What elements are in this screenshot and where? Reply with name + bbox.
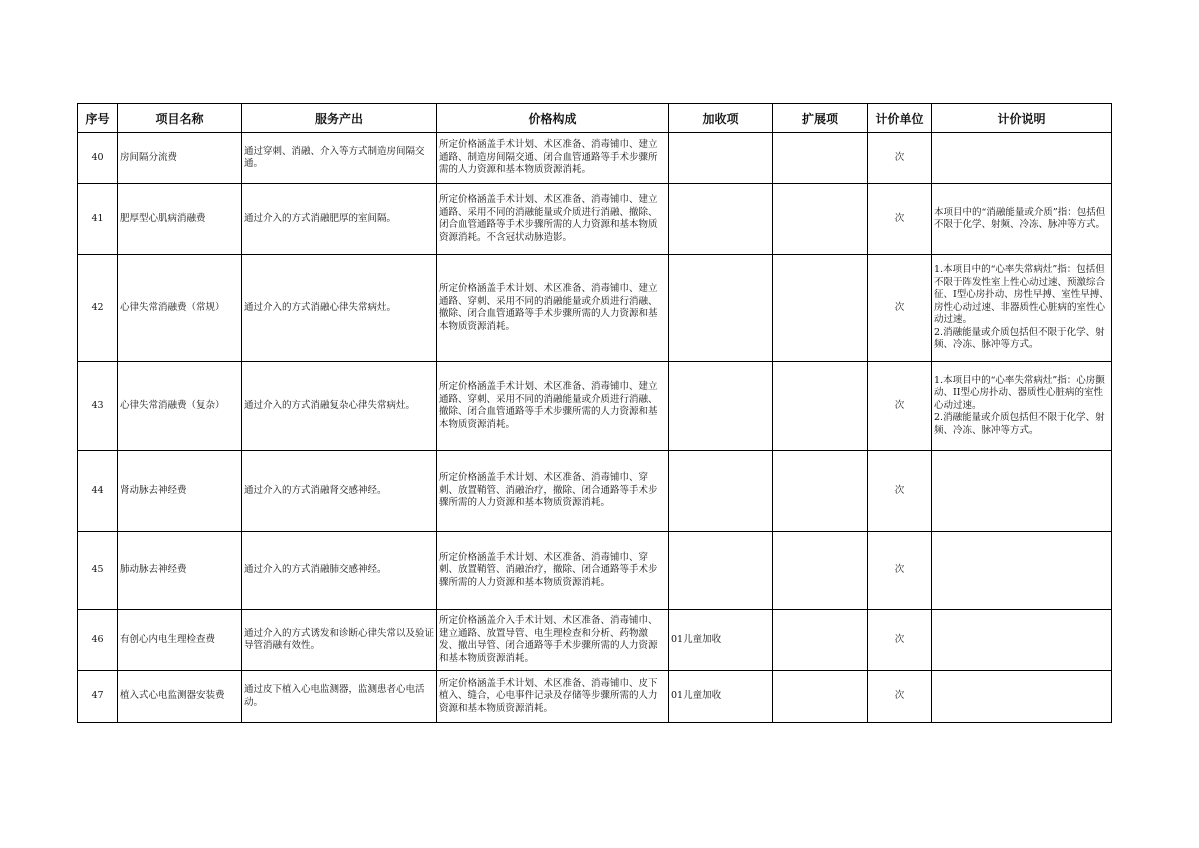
cell-output: 通过介入的方式消融肾交感神经。 [242, 451, 437, 532]
cell-note [932, 610, 1112, 671]
cell-output: 通过介入的方式消融肺交感神经。 [242, 532, 437, 610]
table-row [78, 671, 1112, 723]
cell-surcharge [669, 362, 773, 451]
cell-name: 肾动脉去神经费 [118, 451, 242, 532]
cell-name: 心律失常消融费（常规） [118, 255, 242, 362]
cell-output: 通过穿刺、消融、介入等方式制造房间隔交通。 [242, 133, 437, 184]
table-row [78, 184, 1112, 255]
cell-composition: 所定价格涵盖手术计划、术区准备、消毒铺巾、皮下植入、缝合，心电事件记录及存储等步骤所需的人力资源和基本物质资源消耗。 [437, 671, 669, 723]
table-row [78, 451, 1112, 532]
table-row [78, 255, 1112, 362]
cell-seq: 44 [78, 451, 118, 532]
cell-surcharge [669, 532, 773, 610]
header-extension: 扩展项 [773, 104, 868, 133]
header-note: 计价说明 [932, 104, 1112, 133]
cell-seq: 41 [78, 184, 118, 255]
cell-extension [773, 610, 868, 671]
cell-name: 心律失常消融费（复杂） [118, 362, 242, 451]
table-row [78, 532, 1112, 610]
table-row [78, 362, 1112, 451]
cell-unit: 次 [868, 362, 932, 451]
cell-note: 1.本项目中的“心率失常病灶”指：心房颤动、II型心房扑动、器质性心脏病的室性心动过速。 2.消融能量或介质包括但不限于化学、射频、冷冻、脉冲等方式。 [932, 362, 1112, 451]
cell-unit: 次 [868, 184, 932, 255]
cell-output: 通过介入的方式消融复杂心律失常病灶。 [242, 362, 437, 451]
cell-composition: 所定价格涵盖手术计划、术区准备、消毒铺巾、穿刺、放置鞘管、消融治疗，撤除、闭合通路等手术步骤所需的人力资源和基本物质资源消耗。 [437, 451, 669, 532]
cell-unit: 次 [868, 532, 932, 610]
cell-seq: 47 [78, 671, 118, 723]
cell-note [932, 133, 1112, 184]
cell-note [932, 671, 1112, 723]
cell-output: 通过介入的方式消融心律失常病灶。 [242, 255, 437, 362]
cell-extension [773, 133, 868, 184]
cell-unit: 次 [868, 610, 932, 671]
cell-surcharge: 01儿童加收 [669, 671, 773, 723]
cell-output: 通过皮下植入心电监测器，监测患者心电活动。 [242, 671, 437, 723]
cell-note [932, 532, 1112, 610]
cell-name: 植入式心电监测器安装费 [118, 671, 242, 723]
header-surcharge: 加收项 [669, 104, 773, 133]
cell-extension [773, 451, 868, 532]
cell-name: 房间隔分流费 [118, 133, 242, 184]
cell-note [932, 451, 1112, 532]
header-name: 项目名称 [118, 104, 242, 133]
cell-composition: 所定价格涵盖手术计划、术区准备、消毒铺巾、建立通路、穿刺、采用不同的消融能量或介质进行消融、撤除、闭合血管通路等手术步骤所需的人力资源和基本物质资源消耗。 [437, 362, 669, 451]
cell-extension [773, 184, 868, 255]
cell-unit: 次 [868, 451, 932, 532]
cell-seq: 43 [78, 362, 118, 451]
cell-output: 通过介入的方式诱发和诊断心律失常以及验证导管消融有效性。 [242, 610, 437, 671]
cell-extension [773, 255, 868, 362]
table-row [78, 610, 1112, 671]
cell-surcharge [669, 184, 773, 255]
cell-extension [773, 671, 868, 723]
cell-surcharge: 01儿童加收 [669, 610, 773, 671]
price-table [77, 103, 1112, 723]
cell-unit: 次 [868, 133, 932, 184]
cell-name: 有创心内电生理检查费 [118, 610, 242, 671]
cell-unit: 次 [868, 671, 932, 723]
cell-unit: 次 [868, 255, 932, 362]
header-unit: 计价单位 [868, 104, 932, 133]
cell-name: 肺动脉去神经费 [118, 532, 242, 610]
header-row [78, 104, 1112, 133]
cell-extension [773, 532, 868, 610]
header-seq: 序号 [78, 104, 118, 133]
cell-seq: 46 [78, 610, 118, 671]
cell-note: 1.本项目中的“心率失常病灶”指：包括但不限于阵发性室上性心动过速、预激综合征、I型心房扑动、房性早搏、室性早搏、房性心动过速、非器质性心脏病的室性心动过速。 2.消融能量或介质包括但不限于化学、射频、冷冻、脉冲等方式。 [932, 255, 1112, 362]
cell-seq: 40 [78, 133, 118, 184]
cell-name: 肥厚型心肌病消融费 [118, 184, 242, 255]
cell-composition: 所定价格涵盖手术计划、术区准备、消毒铺巾、建立通路、采用不同的消融能量或介质进行消融、撤除、闭合血管通路等手术步骤所需的人力资源和基本物质资源消耗。不含冠状动脉造影。 [437, 184, 669, 255]
cell-surcharge [669, 255, 773, 362]
cell-surcharge [669, 451, 773, 532]
cell-extension [773, 362, 868, 451]
table-row [78, 133, 1112, 184]
cell-surcharge [669, 133, 773, 184]
cell-seq: 42 [78, 255, 118, 362]
cell-output: 通过介入的方式消融肥厚的室间隔。 [242, 184, 437, 255]
cell-composition: 所定价格涵盖介入手术计划、术区准备、消毒铺巾、建立通路、放置导管、电生理检查和分析、药物激发、撤出导管、闭合通路等手术步骤所需的人力资源和基本物质资源消耗。 [437, 610, 669, 671]
header-output: 服务产出 [242, 104, 437, 133]
cell-note: 本项目中的“消融能量或介质”指：包括但不限于化学、射频、冷冻、脉冲等方式。 [932, 184, 1112, 255]
cell-seq: 45 [78, 532, 118, 610]
header-composition: 价格构成 [437, 104, 669, 133]
cell-composition: 所定价格涵盖手术计划、术区准备、消毒铺巾、建立通路、穿刺、采用不同的消融能量或介质进行消融、撤除、闭合血管通路等手术步骤所需的人力资源和基本物质资源消耗。 [437, 255, 669, 362]
cell-composition: 所定价格涵盖手术计划、术区准备、消毒铺巾、建立通路、制造房间隔交通、闭合血管通路等手术步骤所需的人力资源和基本物质资源消耗。 [437, 133, 669, 184]
cell-composition: 所定价格涵盖手术计划、术区准备、消毒铺巾、穿刺、放置鞘管、消融治疗，撤除、闭合通路等手术步骤所需的人力资源和基本物质资源消耗。 [437, 532, 669, 610]
